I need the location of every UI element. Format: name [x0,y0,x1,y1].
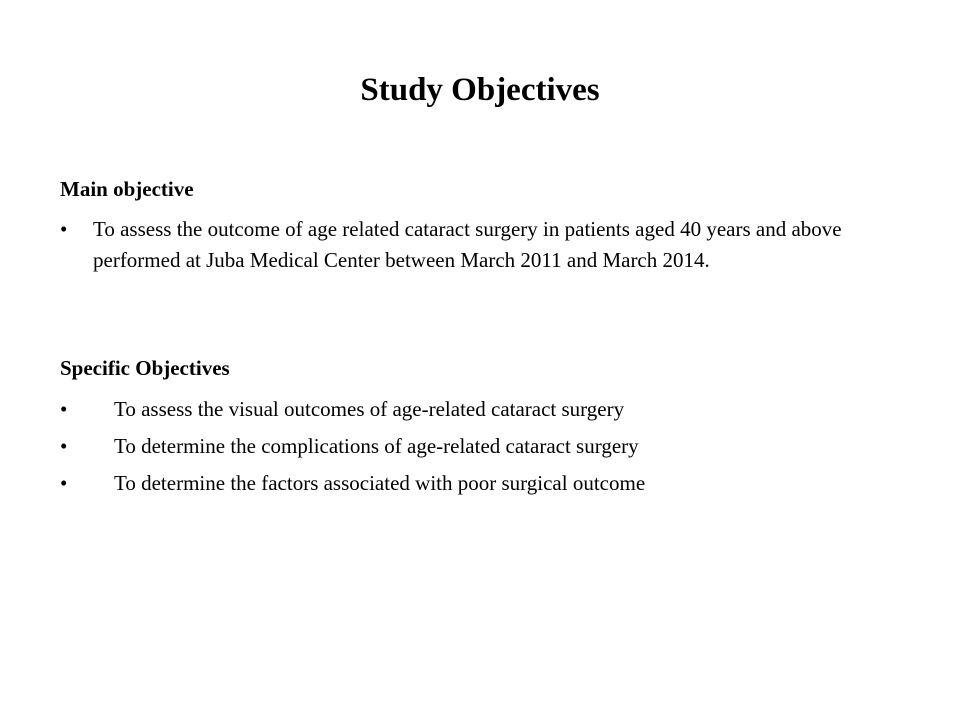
bullet-icon: • [60,397,68,421]
specific-objective-text: To determine the complications of age-related cataract surgery [114,434,639,458]
specific-objective-text: To determine the factors associated with poor surgical outcome [114,471,646,495]
main-objective-heading: Main objective [60,177,194,201]
bullet-icon: • [60,217,68,241]
specific-objective-item [60,468,920,498]
specific-objectives-heading: Specific Objectives [60,356,230,380]
bullet-icon: • [60,471,68,495]
main-objective-text: To assess the outcome of age related cataract surgery in patients aged 40 years and above performed at Juba Medical Center between March 2011 and March 2014. [93,217,842,272]
specific-objective-text: To assess the visual outcomes of age-related cataract surgery [114,397,625,421]
main-objective-bullet [60,214,860,276]
specific-objective-item [60,394,920,424]
slide-title: Study Objectives [360,72,600,108]
bullet-icon: • [60,434,68,458]
specific-objective-item [60,431,920,461]
